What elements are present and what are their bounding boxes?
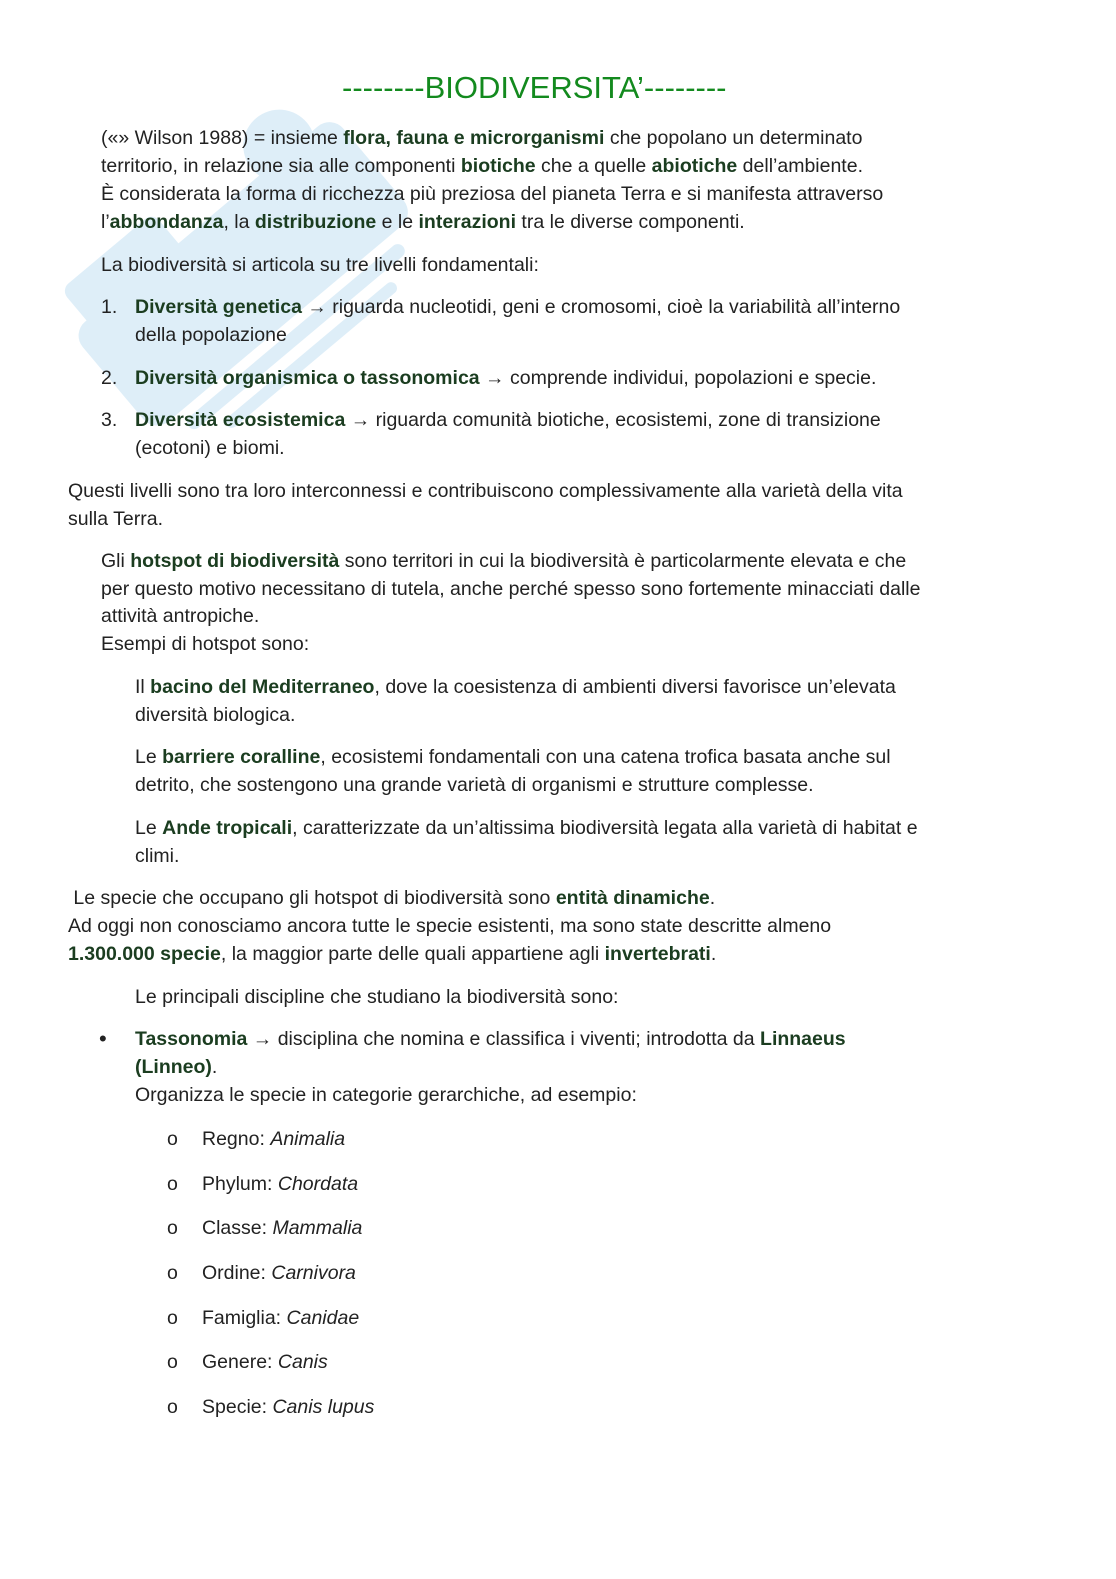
list-number: 3. xyxy=(101,409,118,431)
hotspot-line-1: Gli hotspot di biodiversità sono territori in cui la biodiversità è particolarmente elevata e che xyxy=(101,550,907,572)
disciplines-intro: Le principali discipline che studiano la biodiversità sono: xyxy=(135,986,619,1008)
example-item-cont: detrito, che sostengono una grande varietà di organismi e strutture complesse. xyxy=(135,774,814,796)
example-item: Le Ande tropicali, caratterizzate da un’altissima biodiversità legata alla varietà di habitat e xyxy=(135,817,918,839)
rank-item: Phylum: Chordata xyxy=(202,1173,359,1195)
interconnect-line-1: Questi livelli sono tra loro interconnessi e contribuiscono complessivamente alla varietà della vita xyxy=(68,480,903,502)
hotspot-line-4: Esempi di hotspot sono: xyxy=(101,633,310,655)
rank-item: Specie: Canis lupus xyxy=(202,1396,375,1418)
species-line-2: Ad oggi non conosciamo ancora tutte le specie esistenti, ma sono state descritte almeno xyxy=(68,915,832,937)
hotspot-line-3: attività antropiche. xyxy=(101,605,260,627)
sub-bullet-marker: o xyxy=(167,1128,178,1150)
intro-line-3: È considerata la forma di ricchezza più preziosa del pianeta Terra e si manifesta attraverso xyxy=(101,183,884,205)
example-item-cont: diversità biologica. xyxy=(135,704,296,726)
intro-line-2: territorio, in relazione sia alle componenti biotiche che a quelle abiotiche dell’ambiente. xyxy=(101,155,863,177)
bullet-marker: • xyxy=(99,1026,107,1051)
intro-line-4: l’abbondanza, la distribuzione e le interazioni tra le diverse componenti. xyxy=(101,211,745,233)
list-item-cont: (ecotoni) e biomi. xyxy=(135,437,285,459)
levels-intro: La biodiversità si articola su tre livelli fondamentali: xyxy=(101,254,539,276)
list-number: 1. xyxy=(101,296,118,318)
sub-bullet-marker: o xyxy=(167,1262,178,1284)
rank-item: Famiglia: Canidae xyxy=(202,1307,360,1329)
list-item: Diversità ecosistemica → riguarda comunità biotiche, ecosistemi, zone di transizione xyxy=(135,409,881,431)
sub-bullet-marker: o xyxy=(167,1217,178,1239)
interconnect-line-2: sulla Terra. xyxy=(68,508,164,530)
list-number: 2. xyxy=(101,367,118,389)
sub-bullet-marker: o xyxy=(167,1307,178,1329)
list-item: Diversità genetica → riguarda nucleotidi, geni e cromosomi, cioè la variabilità all’interno xyxy=(135,296,901,318)
taxonomy-item-cont-2: Organizza le specie in categorie gerarchiche, ad esempio: xyxy=(135,1084,637,1106)
rank-item: Regno: Animalia xyxy=(202,1128,346,1150)
list-item: Diversità organismica o tassonomica → comprende individui, popolazioni e specie. xyxy=(135,367,877,389)
taxonomy-item-cont: (Linneo). xyxy=(135,1056,218,1078)
species-line-1: Le specie che occupano gli hotspot di biodiversità sono entità dinamiche. xyxy=(68,887,716,909)
rank-item: Ordine: Carnivora xyxy=(202,1262,356,1284)
example-item: Le barriere coralline, ecosistemi fondamentali con una catena trofica basata anche sul xyxy=(135,746,891,768)
sub-bullet-marker: o xyxy=(167,1396,178,1418)
species-line-3: 1.300.000 specie, la maggior parte delle quali appartiene agli invertebrati. xyxy=(68,943,717,965)
page-title: --------BIODIVERSITA’-------- xyxy=(342,70,727,105)
intro-line-1: («» Wilson 1988) = insieme flora, fauna e microrganismi che popolano un determinato xyxy=(101,127,863,149)
sub-bullet-marker: o xyxy=(167,1173,178,1195)
taxonomy-item: Tassonomia → disciplina che nomina e classifica i viventi; introdotta da Linnaeus xyxy=(135,1028,846,1050)
sub-bullet-marker: o xyxy=(167,1351,178,1373)
hotspot-line-2: per questo motivo necessitano di tutela, anche perché spesso sono fortemente minacciati dalle xyxy=(101,578,921,600)
rank-item: Classe: Mammalia xyxy=(202,1217,363,1239)
rank-item: Genere: Canis xyxy=(202,1351,328,1373)
list-item-cont: della popolazione xyxy=(135,324,287,346)
example-item: Il bacino del Mediterraneo, dove la coesistenza di ambienti diversi favorisce un’elevata xyxy=(135,676,896,698)
example-item-cont: climi. xyxy=(135,845,180,867)
